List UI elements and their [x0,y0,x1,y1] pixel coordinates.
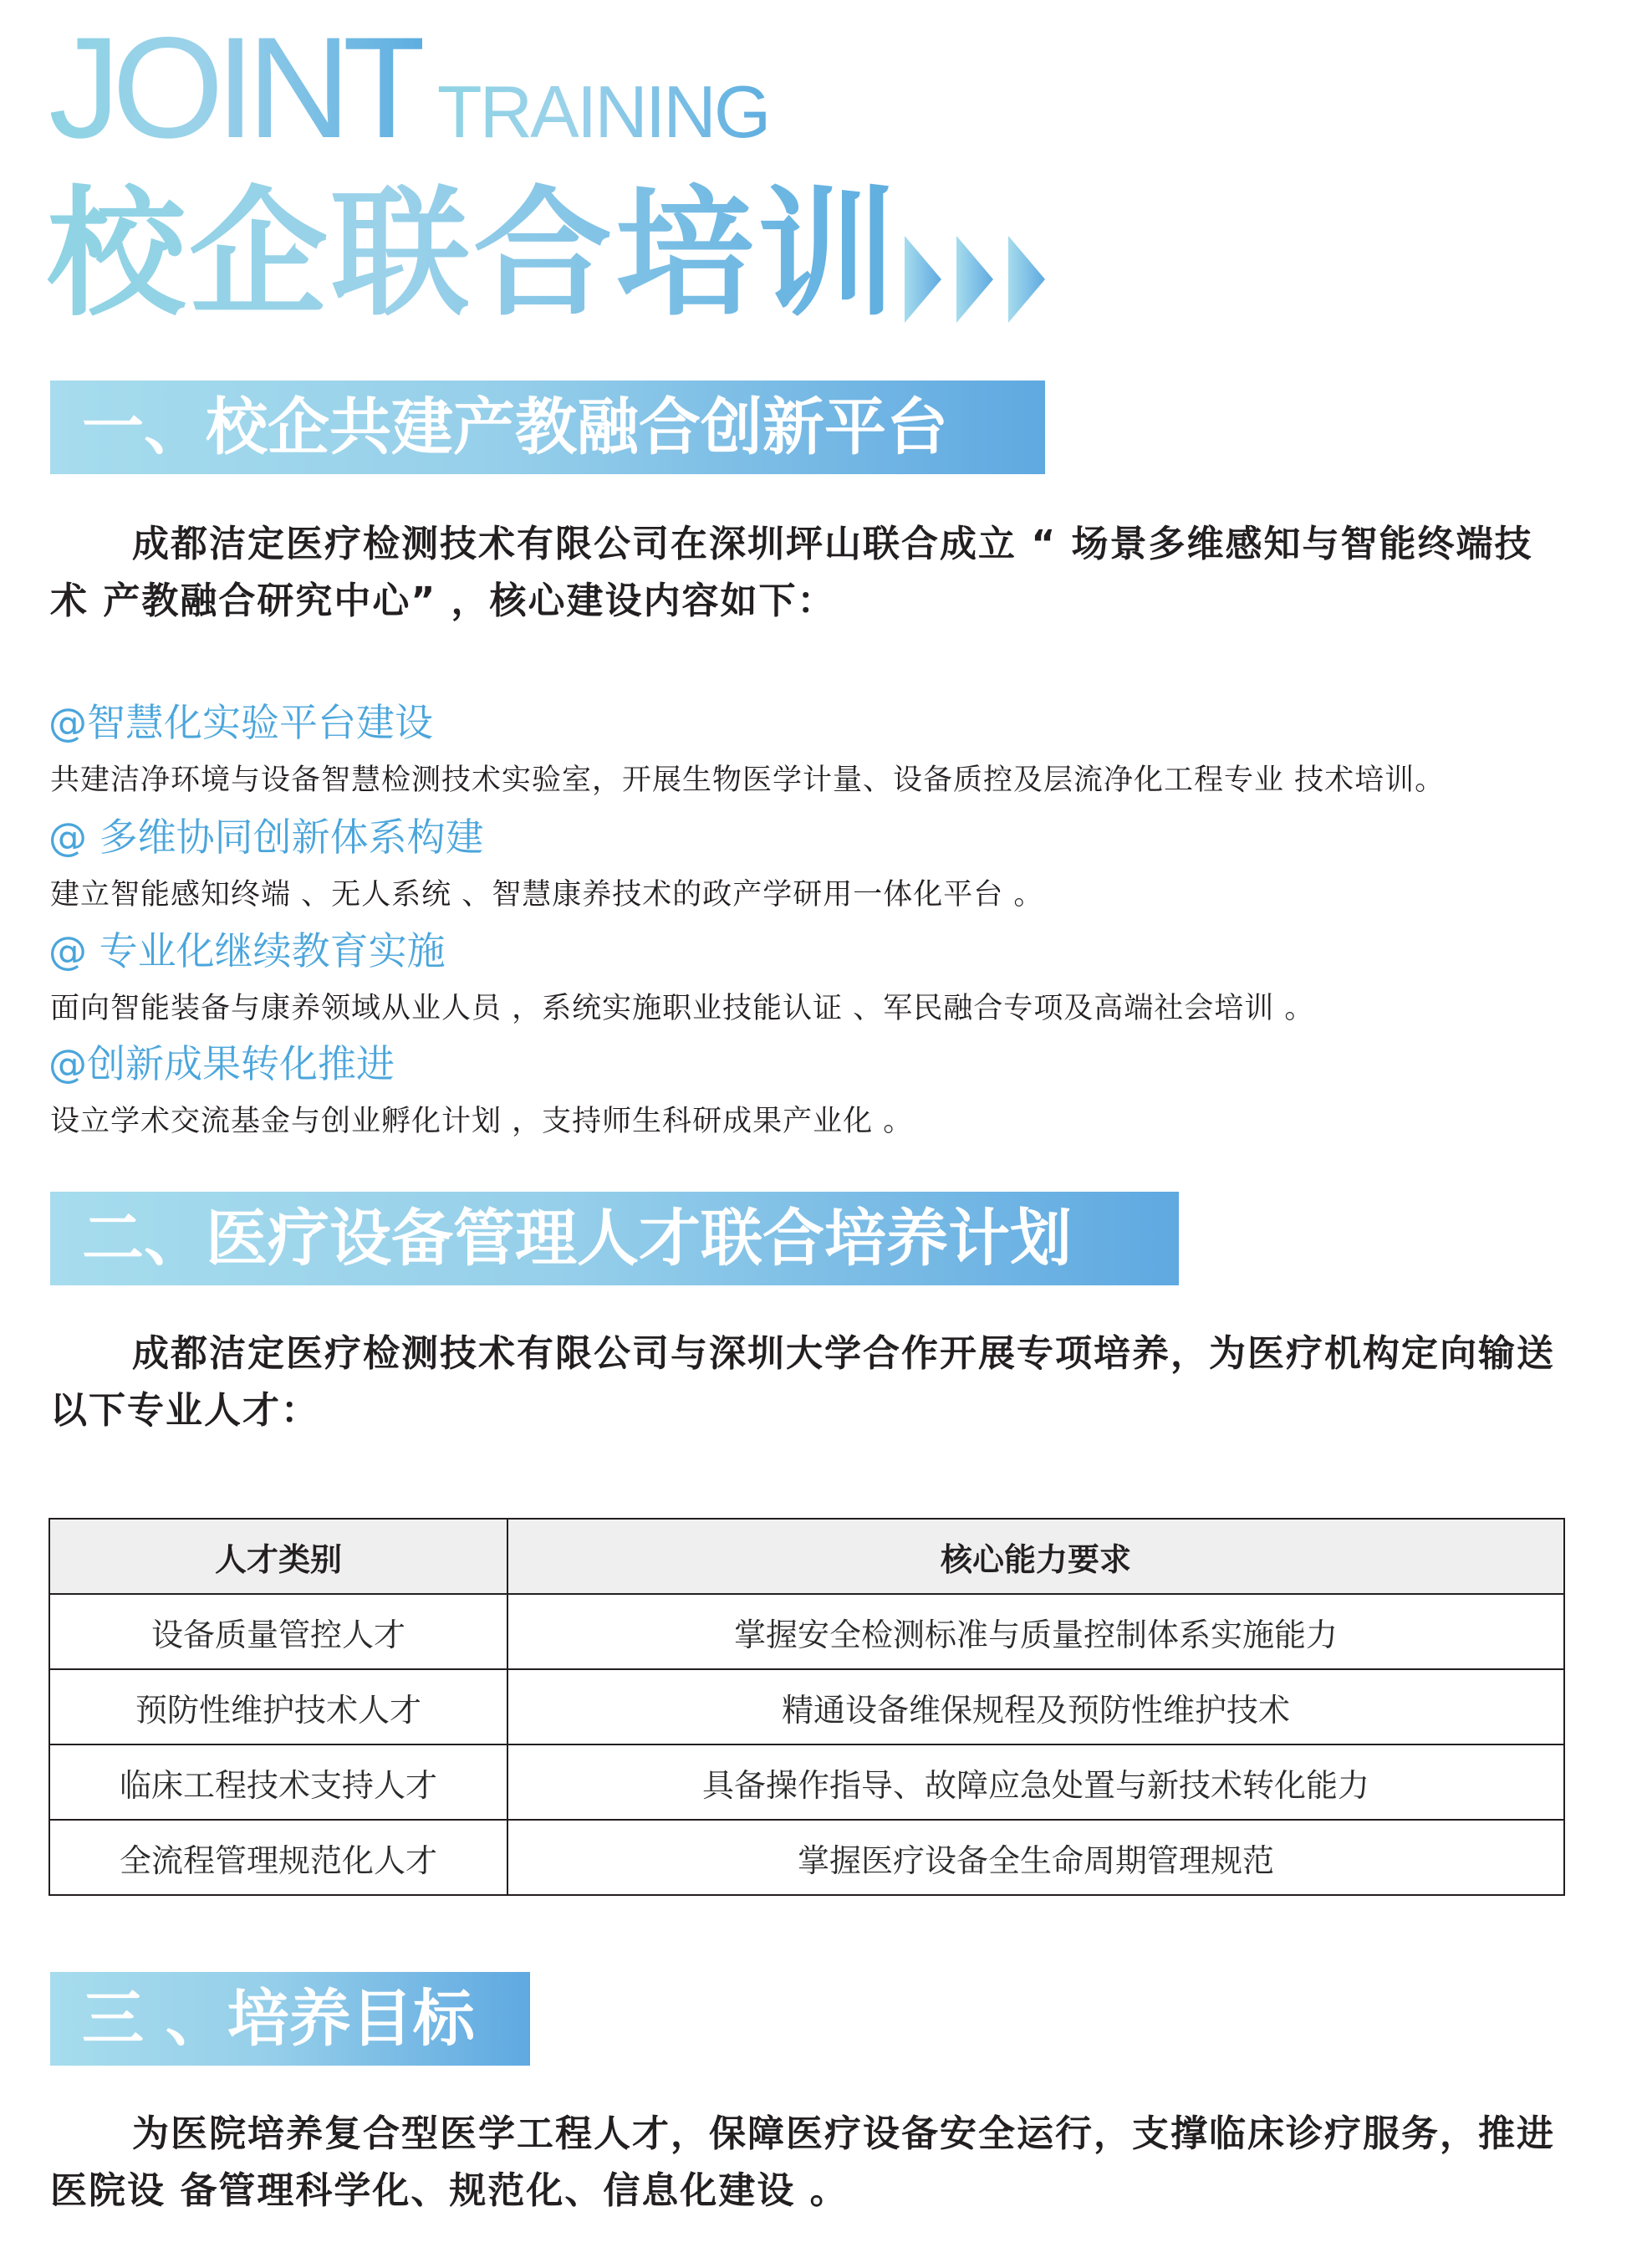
talent-category-cell: 设备质量管控人才 [49,1594,507,1669]
chinese-title: 校企联合培训 [47,174,900,335]
english-title [48,8,769,168]
section-2-intro: 成都洁定医疗检测技术有限公司与深圳大学合作开展专项培养，为医疗机构定向输送以下专业人才： [50,1332,1555,1432]
section-3-heading-bar [50,1972,530,2066]
talent-category-cell: 预防性维护技术人才 [49,1669,507,1744]
talent-category-cell: 临床工程技术支持人才 [49,1744,507,1820]
section-2-heading-bar [50,1192,1179,1285]
talent-category-cell: 全流程管理规范化人才 [49,1820,507,1895]
table-row [49,1744,1564,1820]
table-row [49,1594,1564,1669]
section-3-heading: 三 、培养目标 [82,1983,475,2055]
triple-chevron-icon [905,236,1047,323]
item-2-body: 建立智能感知终端 、无人系统 、智慧康养技术的政产学研用一体化平台 。 [50,878,1044,912]
section-1-heading-bar [50,381,1045,474]
section-2-heading: 二、医疗设备管理人才联合培养计划 [82,1203,1072,1274]
core-ability-cell: 精通设备维保规程及预防性维护技术 [507,1669,1564,1744]
talent-table [48,1518,1565,1896]
core-ability-cell: 掌握安全检测标准与质量控制体系实施能力 [507,1594,1564,1669]
section-1-intro: 成都洁定医疗检测技术有限公司在深圳坪山联合成立 “ 场景多维感知与智能终端技术 产教融合研究中心” ，核心建设内容如下： [50,523,1533,622]
table-header-row [49,1519,1564,1594]
table-row [49,1669,1564,1744]
section-3-intro: 为医院培养复合型医学工程人才，保障医疗设备安全运行，支撑临床诊疗服务，推进医院设 备管理科学化、规范化、信息化建设 。 [50,2112,1555,2212]
title-training: TRAINING [436,70,769,153]
item-4-body: 设立学术交流基金与创业孵化计划 ，支持师生科研成果产业化 。 [50,1105,914,1138]
core-ability-cell: 具备操作指导、故障应急处置与新技术转化能力 [507,1744,1564,1820]
section-1-heading: 一、校企共建产教融合创新平台 [82,391,948,463]
core-ability-cell: 掌握医疗设备全生命周期管理规范 [507,1820,1564,1895]
item-2-title: @ 多维协同创新体系构建 [48,815,484,860]
title-joint: JOINT [48,8,422,168]
item-3-title: @ 专业化继续教育实施 [48,928,446,973]
item-1-title: @智慧化实验平台建设 [48,700,433,745]
item-3-body: 面向智能装备与康养领域从业人员 ，系统实施职业技能认证 、军民融合专项及高端社会培训 。 [50,992,1315,1025]
header-talent-category: 人才类别 [49,1519,507,1594]
table-row [49,1820,1564,1895]
item-4-title: @创新成果转化推进 [48,1041,395,1086]
header-core-ability: 核心能力要求 [507,1519,1564,1594]
item-1-body: 共建洁净环境与设备智慧检测技术实验室，开展生物医学计量、设备质控及层流净化工程专业 技术培训。 [50,764,1446,797]
